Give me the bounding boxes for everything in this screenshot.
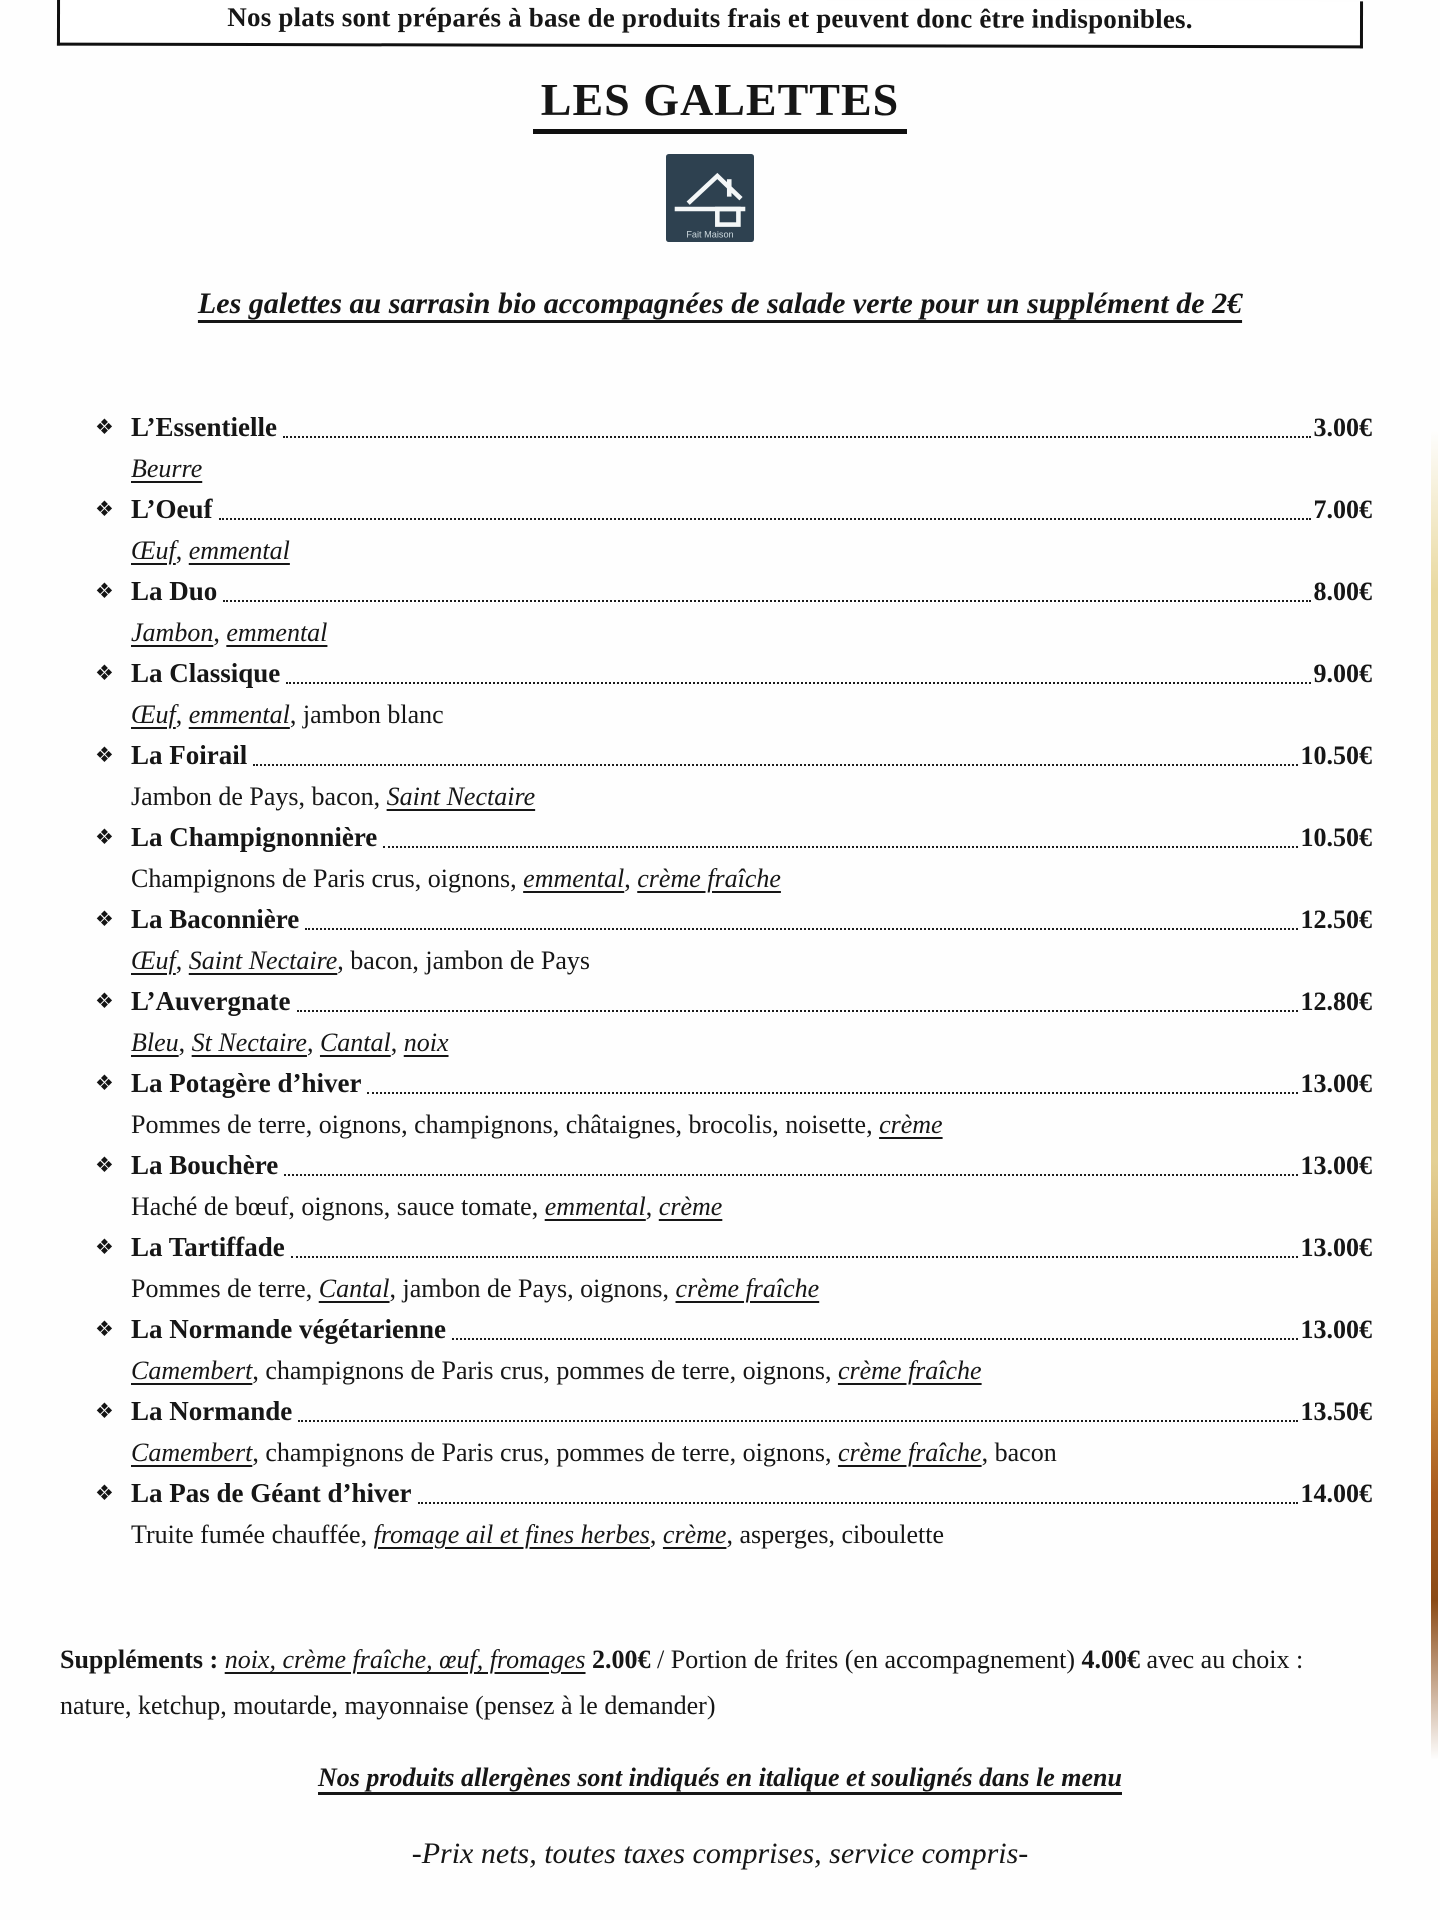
item-description bbox=[95, 1514, 1372, 1555]
diamond-bullet-icon: ❖ bbox=[95, 1317, 114, 1341]
item-price: 9.00€ bbox=[1313, 659, 1372, 688]
supplement-segment: 4.00€ bbox=[1081, 1645, 1141, 1674]
allergy-note: Nos produits allergènes sont indiqués en italique et soulignés dans le menu bbox=[318, 1763, 1122, 1792]
item-description bbox=[95, 694, 1372, 735]
menu-item-row bbox=[95, 899, 1372, 940]
ingredient-text: , jambon blanc bbox=[289, 700, 444, 729]
item-price: 12.50€ bbox=[1300, 905, 1372, 934]
diamond-bullet-icon: ❖ bbox=[95, 497, 114, 521]
item-name: La Foirail bbox=[131, 740, 248, 770]
item-price: 3.00€ bbox=[1313, 413, 1372, 442]
menu-item-row bbox=[95, 1063, 1372, 1104]
dot-leader bbox=[367, 1092, 1297, 1094]
menu-subtitle: Les galettes au sarrasin bio accompagnées de salade verte pour un supplément de 2€ bbox=[197, 287, 1243, 320]
ingredient-text: , champignons de Paris crus, pommes de terre, oignons, bbox=[252, 1356, 838, 1385]
allergen-ingredient: Camembert bbox=[131, 1356, 253, 1385]
item-description bbox=[95, 1268, 1372, 1309]
dot-leader bbox=[223, 600, 1310, 602]
menu-item bbox=[95, 1391, 1372, 1473]
diamond-bullet-icon: ❖ bbox=[95, 825, 114, 849]
menu-item-row bbox=[95, 1473, 1372, 1514]
allergen-ingredient: Cantal bbox=[319, 1028, 391, 1057]
ingredient-text: Pommes de terre, oignons, champignons, châtaignes, brocolis, noisette, bbox=[131, 1110, 880, 1139]
ingredient-text: , bbox=[645, 1192, 659, 1221]
menu-item-row bbox=[95, 1391, 1372, 1432]
ingredient-text: Haché de bœuf, oignons, sauce tomate, bbox=[131, 1192, 545, 1221]
diamond-bullet-icon: ❖ bbox=[95, 1399, 114, 1423]
item-name: La Baconnière bbox=[131, 904, 300, 934]
ingredient-text: Champignons de Paris crus, oignons, bbox=[131, 864, 524, 893]
allergen-ingredient: crème bbox=[658, 1192, 723, 1221]
item-price: 8.00€ bbox=[1313, 577, 1372, 606]
ingredient-text: , bbox=[306, 1028, 320, 1057]
item-name: La Classique bbox=[131, 658, 281, 688]
menu-item bbox=[95, 653, 1372, 735]
menu-item bbox=[95, 1309, 1372, 1391]
item-description bbox=[95, 776, 1372, 817]
item-name: La Potagère d’hiver bbox=[131, 1068, 362, 1098]
scan-edge-artifact bbox=[1431, 430, 1438, 1760]
dot-leader bbox=[253, 764, 1297, 766]
ingredient-text: , bbox=[213, 618, 227, 647]
item-description bbox=[95, 1432, 1372, 1473]
menu-item-row bbox=[95, 571, 1372, 612]
allergen-ingredient: Camembert bbox=[131, 1438, 253, 1467]
allergen-ingredient: St Nectaire bbox=[191, 1028, 307, 1057]
item-name: L’Auvergnate bbox=[131, 986, 291, 1016]
fait-maison-logo bbox=[666, 154, 754, 242]
item-name: La Duo bbox=[131, 576, 218, 606]
allergen-ingredient: emmental bbox=[188, 536, 290, 565]
diamond-bullet-icon: ❖ bbox=[95, 579, 114, 603]
item-name: La Tartiffade bbox=[131, 1232, 285, 1262]
menu-item-row bbox=[95, 817, 1372, 858]
menu-item bbox=[95, 407, 1372, 489]
ingredient-text: Jambon de Pays, bacon, bbox=[131, 782, 387, 811]
allergen-ingredient: fromage ail et fines herbes bbox=[373, 1520, 650, 1549]
allergen-ingredient: emmental bbox=[544, 1192, 646, 1221]
item-price: 10.50€ bbox=[1300, 823, 1372, 852]
item-price: 12.80€ bbox=[1300, 987, 1372, 1016]
allergen-ingredient: Cantal bbox=[318, 1274, 390, 1303]
menu-item bbox=[95, 1063, 1372, 1145]
dot-leader bbox=[298, 1420, 1297, 1422]
allergen-ingredient: Bleu bbox=[131, 1028, 179, 1057]
supplement-segment: / Portion de frites (en accompagnement) bbox=[650, 1645, 1082, 1674]
dot-leader bbox=[291, 1256, 1298, 1258]
dot-leader bbox=[286, 682, 1310, 684]
allergen-ingredient: crème fraîche bbox=[837, 1438, 982, 1467]
menu-item bbox=[95, 1473, 1372, 1555]
fresh-products-banner bbox=[57, 0, 1363, 48]
item-price: 14.00€ bbox=[1300, 1479, 1372, 1508]
dot-leader bbox=[383, 846, 1297, 848]
allergen-ingredient: Œuf bbox=[131, 536, 176, 565]
item-name: La Champignonnière bbox=[131, 822, 378, 852]
page-title: LES GALETTES bbox=[533, 73, 907, 134]
allergy-note-section bbox=[0, 1763, 1440, 1793]
ingredient-text: , bbox=[649, 1520, 663, 1549]
allergen-ingredient: Jambon bbox=[131, 618, 214, 647]
ingredient-text: , bbox=[390, 1028, 404, 1057]
logo-section bbox=[0, 154, 1440, 247]
ingredient-text: , bbox=[175, 700, 189, 729]
diamond-bullet-icon: ❖ bbox=[95, 907, 114, 931]
allergen-ingredient: crème fraîche bbox=[675, 1274, 820, 1303]
item-description bbox=[95, 1186, 1372, 1227]
ingredient-text: , champignons de Paris crus, pommes de terre, oignons, bbox=[252, 1438, 838, 1467]
menu-list bbox=[0, 407, 1440, 1555]
ingredient-text: Truite fumée chauffée, bbox=[131, 1520, 374, 1549]
item-price: 13.00€ bbox=[1300, 1315, 1372, 1344]
item-price: 7.00€ bbox=[1313, 495, 1372, 524]
ingredient-text: , jambon de Pays, oignons, bbox=[389, 1274, 676, 1303]
item-description bbox=[95, 612, 1372, 653]
menu-item bbox=[95, 899, 1372, 981]
diamond-bullet-icon: ❖ bbox=[95, 661, 114, 685]
item-price: 13.00€ bbox=[1300, 1151, 1372, 1180]
menu-item-row bbox=[95, 1145, 1372, 1186]
menu-item-row bbox=[95, 735, 1372, 776]
logo-label: Fait Maison bbox=[686, 229, 734, 240]
allergen-ingredient: noix bbox=[403, 1028, 449, 1057]
diamond-bullet-icon: ❖ bbox=[95, 1481, 114, 1505]
dot-leader bbox=[452, 1338, 1298, 1340]
diamond-bullet-icon: ❖ bbox=[95, 743, 114, 767]
item-name: L’Oeuf bbox=[131, 494, 213, 524]
item-price: 13.50€ bbox=[1300, 1397, 1372, 1426]
subtitle-section bbox=[0, 287, 1440, 321]
item-price: 13.00€ bbox=[1300, 1069, 1372, 1098]
item-price: 10.50€ bbox=[1300, 741, 1372, 770]
dot-leader bbox=[418, 1502, 1298, 1504]
diamond-bullet-icon: ❖ bbox=[95, 1153, 114, 1177]
menu-item bbox=[95, 735, 1372, 817]
price-note-section bbox=[0, 1837, 1440, 1871]
allergen-ingredient: Œuf bbox=[131, 946, 176, 975]
allergen-ingredient: emmental bbox=[226, 618, 328, 647]
allergen-ingredient: crème bbox=[879, 1110, 943, 1139]
ingredient-text: , bbox=[624, 864, 638, 893]
diamond-bullet-icon: ❖ bbox=[95, 1235, 114, 1259]
menu-item-row bbox=[95, 407, 1372, 448]
allergen-ingredient: Saint Nectaire bbox=[188, 946, 338, 975]
dot-leader bbox=[283, 436, 1310, 438]
diamond-bullet-icon: ❖ bbox=[95, 1071, 114, 1095]
allergen-ingredient: crème bbox=[662, 1520, 727, 1549]
menu-item-row bbox=[95, 981, 1372, 1022]
menu-item bbox=[95, 489, 1372, 571]
item-description bbox=[95, 1022, 1372, 1063]
diamond-bullet-icon: ❖ bbox=[95, 415, 114, 439]
dot-leader bbox=[284, 1174, 1297, 1176]
item-name: L’Essentielle bbox=[131, 412, 278, 442]
item-name: La Bouchère bbox=[131, 1150, 279, 1180]
allergen-ingredient: crème fraîche bbox=[637, 864, 781, 893]
diamond-bullet-icon: ❖ bbox=[95, 989, 114, 1013]
ingredient-text: , bacon bbox=[981, 1438, 1057, 1467]
ingredient-text: , bbox=[178, 1028, 192, 1057]
item-name: La Normande végétarienne bbox=[131, 1314, 446, 1344]
item-name: La Normande bbox=[131, 1396, 293, 1426]
ingredient-text: , bbox=[175, 536, 189, 565]
menu-item bbox=[95, 571, 1372, 653]
supplement-segment: avec au choix : nature, ketchup, moutarde, mayonnaise (pensez à le demander) bbox=[60, 1645, 1304, 1720]
dot-leader bbox=[305, 928, 1297, 930]
menu-item-row bbox=[95, 653, 1372, 694]
title-section bbox=[0, 73, 1440, 134]
allergen-ingredient: Beurre bbox=[131, 454, 203, 483]
supplement-segment: noix, crème fraîche, œuf, fromages bbox=[224, 1645, 586, 1674]
item-description bbox=[95, 940, 1372, 981]
menu-item-row bbox=[95, 1309, 1372, 1350]
ingredient-text: Pommes de terre, bbox=[131, 1274, 319, 1303]
supplement-segment: Suppléments : bbox=[60, 1645, 225, 1674]
banner-text: Nos plats sont préparés à base de produits frais et peuvent donc être indisponibles. bbox=[227, 1, 1193, 35]
menu-item bbox=[95, 1227, 1372, 1309]
allergen-ingredient: Œuf bbox=[131, 700, 176, 729]
menu-item bbox=[95, 981, 1372, 1063]
dot-leader bbox=[297, 1010, 1298, 1012]
ingredient-text: , bacon, jambon de Pays bbox=[337, 946, 591, 975]
supplements-text bbox=[60, 1637, 1380, 1729]
item-description bbox=[95, 530, 1372, 571]
allergen-ingredient: emmental bbox=[523, 864, 625, 893]
menu-item bbox=[95, 817, 1372, 899]
menu-item-row bbox=[95, 489, 1372, 530]
allergen-ingredient: emmental bbox=[188, 700, 290, 729]
price-note: -Prix nets, toutes taxes comprises, service compris- bbox=[411, 1837, 1029, 1870]
menu-item bbox=[95, 1145, 1372, 1227]
allergen-ingredient: crème fraîche bbox=[837, 1356, 982, 1385]
ingredient-text: , bbox=[175, 946, 189, 975]
allergen-ingredient: Saint Nectaire bbox=[386, 782, 536, 811]
item-price: 13.00€ bbox=[1300, 1233, 1372, 1262]
item-description bbox=[95, 858, 1372, 899]
item-description bbox=[95, 448, 1372, 489]
supplement-segment: 2.00€ bbox=[592, 1645, 651, 1674]
dot-leader bbox=[219, 518, 1311, 520]
menu-item-row bbox=[95, 1227, 1372, 1268]
item-description bbox=[95, 1350, 1372, 1391]
item-name: La Pas de Géant d’hiver bbox=[131, 1478, 412, 1508]
item-description bbox=[95, 1104, 1372, 1145]
ingredient-text: , asperges, ciboulette bbox=[726, 1520, 944, 1549]
